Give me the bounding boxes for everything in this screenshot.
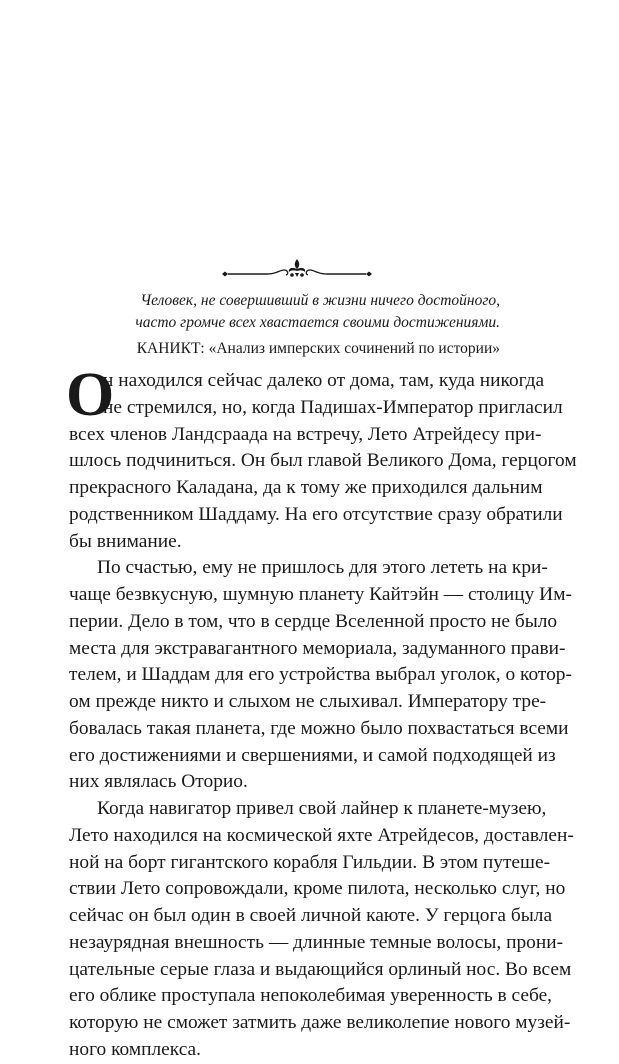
- text-line: незаурядная внешность — длинные темные волосы, прони-: [69, 931, 564, 953]
- text-line: ной на борт гигантского корабля Гильдии. В этом путеше-: [69, 851, 551, 873]
- epigraph: [60, 290, 500, 360]
- text-line: них являлась Оторио.: [69, 771, 248, 793]
- text-line: не стремился, но, когда Падишах-Император пригласил: [103, 396, 563, 418]
- epigraph-line-1: Человек, не совершивший в жизни ничего достойного,: [140, 292, 500, 309]
- text-line: ом прежде никто и слыхом не слыхивал. Императору тре-: [69, 691, 547, 712]
- text-line-content: н находился сейчас далеко от дома, там, куда никогда: [103, 370, 545, 391]
- text-line: По счастью, ему не пришлось для этого лететь на кри-: [97, 557, 548, 579]
- text-line: места для экстравагантного мемориала, задуманного прави-: [69, 637, 566, 659]
- text-line: бовалась такая планета, где можно было похвастаться всеми: [69, 717, 569, 739]
- text-line: шлось подчиниться. Он был главой Великого Дома, герцогом: [69, 450, 577, 472]
- text-line: Лето находился на космической яхте Атрейдесов, доставлен-: [69, 824, 574, 846]
- chapter-body: [66, 361, 577, 1064]
- text-line: сейчас он был один в своей личной каюте. У герцога была: [69, 905, 553, 926]
- text-line: которую не сможет затмить даже великолепие нового музей-: [69, 1012, 571, 1033]
- text-line: родственником Шаддаму. На его отсутствие сразу обратили: [69, 503, 563, 525]
- text-line: телем, и Шаддам для его устройства выбрал уголок, о котор-: [69, 664, 572, 686]
- text-line: перии. Дело в том, что в сердце Вселенной просто не было: [69, 610, 558, 632]
- text-line: бы внимание.: [69, 530, 182, 552]
- drop-cap: О: [66, 361, 115, 429]
- epigraph-line-2: часто громче всех хвастается своими достижениями.: [135, 314, 500, 331]
- text-line: Когда навигатор привел свой лайнер к планете-музею,: [97, 798, 547, 819]
- text-line: всех членов Ландсраада на встречу, Лето Атрейдесу при-: [69, 423, 542, 445]
- epigraph-attribution: КАНИКТ: «Анализ имперских сочинений по истории»: [136, 340, 500, 357]
- text-line: его облике проступала непоколебимая уверенность в себе,: [69, 985, 553, 1007]
- text-line: ствии Лето сопровождали, кроме пилота, несколько слуг, но: [69, 878, 566, 900]
- text-line: чаще безвкусную, шумную планету Кайтэйн — столицу Им-: [69, 584, 572, 605]
- text-line: прекрасного Каладана, да к тому же приходился дальним: [69, 477, 543, 498]
- text-line: ного комплекса.: [69, 1038, 202, 1060]
- text-line: цательные серые глаза и выдающийся орлиный нос. Во всем: [69, 958, 572, 980]
- ornament-divider-icon: [222, 256, 372, 282]
- text-line: его достижениями и свершениями, и самой подходящей из: [69, 744, 556, 766]
